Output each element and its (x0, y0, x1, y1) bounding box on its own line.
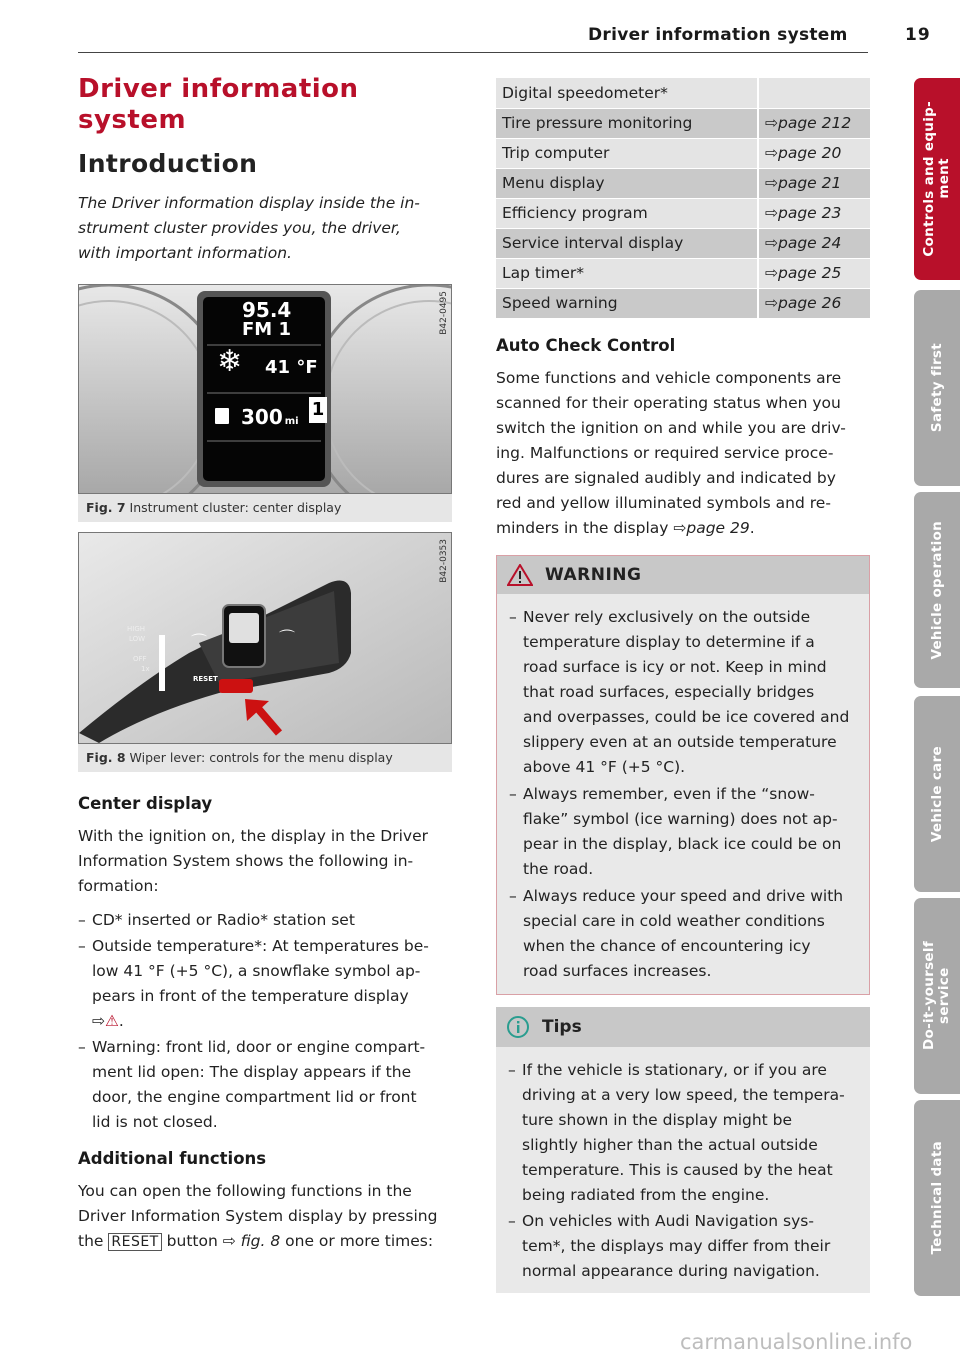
tips-body (496, 1047, 870, 1293)
list-item: – On vehicles with Audi Navigation sys- tem*, the displays may differ from their normal appearance during navigation. (508, 1209, 856, 1284)
info-icon (506, 1015, 530, 1039)
wiper-lever-image (78, 532, 452, 744)
functions-table (496, 78, 870, 319)
tips-box (496, 1007, 870, 1293)
list-item: – Always remember, even if the “snow- flake” symbol (ice warning) does not ap- pear in the display, black ice could be on the road. (509, 782, 855, 882)
intro-text: The Driver information display inside the in- strument cluster provides you, the driver, with important information. (78, 194, 420, 262)
additional-functions-heading: Additional functions (78, 1149, 267, 1168)
figure-reference-link[interactable]: fig. 8 (240, 1232, 281, 1250)
warning-header (497, 556, 869, 594)
tab-vehicle-operation[interactable]: Vehicle operation (914, 492, 960, 688)
subsection-title: Introduction (78, 149, 258, 178)
table-row: Service interval display ⇨page 24 (496, 228, 870, 258)
lever-label-off: OFF (133, 655, 147, 663)
figure-8 (78, 532, 452, 772)
right-column (496, 78, 870, 1293)
display-station: 95.4 (242, 298, 292, 322)
left-column (78, 74, 452, 1255)
page-reference-link[interactable]: ⇨page 212 (758, 108, 870, 138)
tab-do-it-yourself-service[interactable]: Do-it-yourself service (914, 898, 960, 1094)
warning-triangle-icon (507, 564, 533, 586)
list-item: – Warning: front lid, door or engine compart- ment lid open: The display appears if the door, the engine compartment lid or front lid is not closed. (78, 1035, 452, 1135)
lever-reset-label: RESET (193, 675, 218, 683)
list-item: – Always reduce your speed and drive with special care in cold weather conditions when the chance of encountering icy road surfaces increases. (509, 884, 855, 984)
list-item: – CD* inserted or Radio* station set (78, 908, 452, 933)
warning-body (497, 594, 869, 994)
page-reference-link[interactable]: ⇨page 21 (758, 168, 870, 198)
center-display-heading: Center display (78, 794, 213, 813)
auto-check-text: Some functions and vehicle components are scanned for their operating status when you switch the ignition on and while you are driv- ing. Malfunctions or required service proce- dures are signaled audibly and indicated by red and yellow illuminated symbols and re- minders in the display ⇨page 29. (496, 368, 846, 537)
table-row: Menu display ⇨page 21 (496, 168, 870, 198)
display-range: 300 mi (241, 405, 299, 429)
tab-safety-first[interactable]: Safety first (914, 290, 960, 486)
figure-code: B42-0495 (439, 291, 449, 335)
warning-title: WARNING (545, 564, 642, 585)
list-item: – Outside temperature*: At temperatures be- low 41 °F (+5 °C), a snowflake symbol ap- pears in front of the temperature display ⇨⚠. (78, 934, 452, 1034)
figure-7 (78, 284, 452, 522)
warning-box (496, 555, 870, 995)
page-reference-link[interactable]: ⇨page 24 (758, 228, 870, 258)
wiper-rear-icon: ⌒ (279, 628, 296, 647)
additional-functions-text: You can open the following functions in the Driver Information System display by pressing the RESET button ⇨ fig. 8 one or more times: (78, 1182, 438, 1250)
reset-key-label: RESET (108, 1233, 161, 1251)
running-header: Driver information system (588, 25, 848, 45)
fuel-pump-icon (215, 408, 229, 424)
warning-triangle-icon: ⚠ (105, 1012, 119, 1030)
display-band: FM 1 (242, 319, 291, 340)
table-row: Lap timer* ⇨page 25 (496, 258, 870, 288)
page-reference-link[interactable]: ⇨page 20 (758, 138, 870, 168)
tips-title: Tips (542, 1016, 582, 1037)
figure-code: B42-0353 (439, 539, 449, 583)
table-row: Tire pressure monitoring ⇨page 212 (496, 108, 870, 138)
tab-vehicle-care[interactable]: Vehicle care (914, 696, 960, 892)
page-number: 19 (905, 25, 931, 45)
list-item: – If the vehicle is stationary, or if you are driving at a very low speed, the tempera- ture shown in the display might be slightly higher than the actual outside temperature. This is caused by the heat being radiated from the engine. (508, 1058, 856, 1208)
lever-label-high: HIGH (127, 625, 146, 633)
section-title: Driver information system (78, 74, 359, 135)
tab-controls-and-equipment[interactable]: Controls and equip- ment (914, 78, 960, 280)
snowflake-icon: ❄ (217, 344, 243, 379)
display-temperature: 41 °F (265, 357, 318, 378)
wiper-front-icon: ⌒ (191, 632, 208, 651)
page-reference-link[interactable]: ⇨page 29 (673, 518, 750, 537)
page-reference-link[interactable]: ⇨page 26 (758, 288, 870, 318)
lever-label-low: LOW (129, 635, 146, 643)
table-row: Speed warning ⇨page 26 (496, 288, 870, 318)
table-row: Trip computer ⇨page 20 (496, 138, 870, 168)
figure-caption: Fig. 8 Wiper lever: controls for the menu display (86, 750, 393, 765)
tab-technical-data[interactable]: Technical data (914, 1100, 960, 1296)
page-reference-link[interactable]: ⇨page 23 (758, 198, 870, 228)
watermark: carmanualsonline.info (680, 1330, 913, 1354)
page-reference-link[interactable]: ⇨page 25 (758, 258, 870, 288)
header-rule (78, 52, 868, 53)
list-item: – Never rely exclusively on the outside temperature display to determine if a road surface is icy or not. Keep in mind that road surfaces, especially bridges and overpasses, could be ice covered and slippery even at an outside temperature above 41 °F (+5 °C). (509, 605, 855, 780)
lever-label-1x: 1x (141, 665, 150, 673)
display-gear: 1 (309, 397, 327, 423)
table-row: Efficiency program ⇨page 23 (496, 198, 870, 228)
tips-header (496, 1007, 870, 1047)
figure-caption: Fig. 7 Instrument cluster: center display (86, 500, 342, 515)
table-row: Digital speedometer* (496, 78, 870, 108)
center-display-list (78, 908, 452, 1135)
auto-check-heading: Auto Check Control (496, 335, 676, 355)
instrument-cluster-image (78, 284, 452, 494)
center-display-text: With the ignition on, the display in the Driver Information System shows the following in- formation: (78, 827, 428, 895)
